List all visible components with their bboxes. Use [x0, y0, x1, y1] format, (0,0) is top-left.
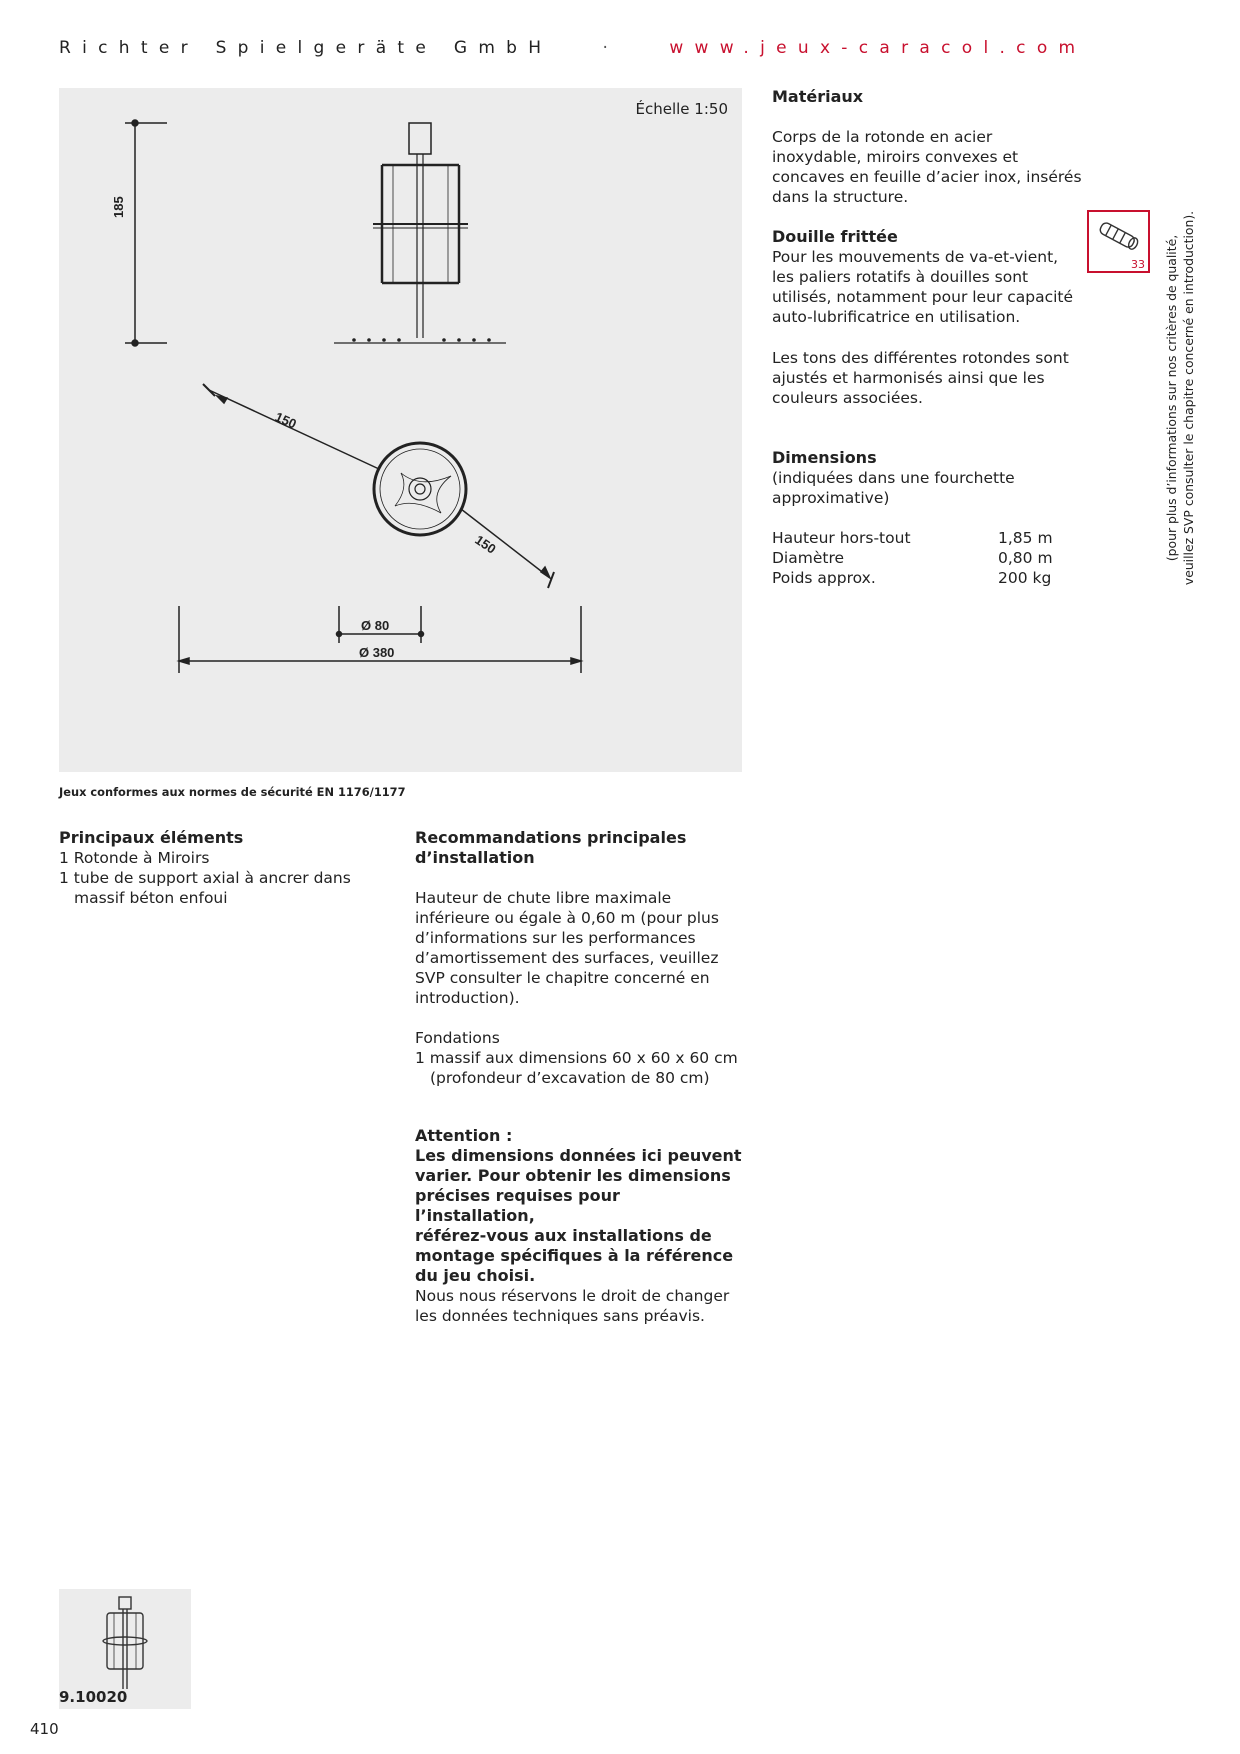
attention-line: montage spécifiques à la référence — [415, 1246, 734, 1265]
attention-line: référez-vous aux installations de — [415, 1226, 712, 1245]
quality-side-note — [1163, 208, 1197, 588]
company-name: Richter Spielgeräte GmbH — [59, 38, 553, 58]
arm-dimension-top: 150 — [272, 409, 299, 432]
page-header — [59, 38, 1119, 58]
scale-label: Échelle 1:50 — [635, 100, 728, 118]
attention-line: varier. Pour obtenir les dimensions — [415, 1166, 731, 1185]
dimension-label: Diamètre — [772, 549, 845, 567]
plan-view — [374, 443, 466, 535]
bushing-heading: Douille frittée — [772, 227, 898, 246]
main-elements-section — [59, 828, 379, 908]
disclaimer-line: Nous nous réservons le droit de changer — [415, 1287, 730, 1305]
dimensions-section — [772, 448, 1092, 588]
table-row — [772, 568, 1053, 588]
website-link[interactable]: www.jeux-caracol.com — [669, 38, 1087, 58]
bushing-section — [772, 227, 1092, 327]
fall-height-line: Hauteur de chute libre maximale — [415, 889, 672, 907]
inner-diameter-label: Ø 80 — [361, 618, 390, 633]
attention-heading: Attention : — [415, 1126, 513, 1145]
materials-line: inoxydable, miroirs convexes et — [772, 148, 1019, 166]
attention-line: Les dimensions données ici peuvent — [415, 1146, 742, 1165]
dimensions-table — [772, 528, 1053, 588]
table-row — [772, 548, 1053, 568]
technical-drawing — [59, 88, 742, 772]
materials-line: Corps de la rotonde en acier — [772, 128, 993, 146]
fall-height-line: SVP consulter le chapitre concerné en — [415, 969, 710, 987]
bushing-quality-badge — [1087, 210, 1150, 273]
materials-line: concaves en feuille d’acier inox, insérés — [772, 168, 1082, 186]
tones-line: couleurs associées. — [772, 389, 923, 407]
bushing-line: utilisés, notamment pour leur capacité — [772, 288, 1074, 306]
main-element-item: 1 Rotonde à Miroirs — [59, 849, 210, 867]
attention-line: précises requises pour l’installation, — [415, 1186, 620, 1225]
dimension-value: 1,85 m — [998, 529, 1053, 547]
foundation-line-continued: (profondeur d’excavation de 80 cm) — [430, 1069, 710, 1087]
page-number: 410 — [30, 1720, 59, 1738]
dimension-label: Poids approx. — [772, 569, 876, 587]
outer-diameter-label: Ø 380 — [359, 645, 395, 660]
attention-line: du jeu choisi. — [415, 1266, 536, 1285]
materials-heading: Matériaux — [772, 87, 864, 106]
materials-line: dans la structure. — [772, 188, 909, 206]
bushing-line: auto-lubrificatrice en utilisation. — [772, 308, 1021, 326]
height-dimension-label: 185 — [111, 196, 126, 218]
main-elements-heading: Principaux éléments — [59, 828, 244, 847]
main-element-item-continued: massif béton enfoui — [74, 889, 228, 907]
fall-height-line: inférieure ou égale à 0,60 m (pour plus — [415, 909, 719, 927]
header-separator: · — [602, 38, 620, 58]
disclaimer-line: les données techniques sans préavis. — [415, 1307, 705, 1325]
tones-section — [772, 348, 1092, 408]
foundation-heading: Fondations — [415, 1029, 500, 1047]
product-code: 9.10020 — [59, 1688, 128, 1706]
drawing-svg — [59, 88, 742, 772]
fall-height-line: d’informations sur les performances — [415, 929, 696, 947]
materials-section — [772, 87, 1092, 207]
side-note-line: (pour plus d’informations sur nos critères de qualité, — [1164, 234, 1179, 562]
bushing-line: Pour les mouvements de va-et-vient, — [772, 248, 1059, 266]
foundation-line: 1 massif aux dimensions 60 x 60 x 60 cm — [415, 1049, 738, 1067]
side-note-line: veuillez SVP consulter le chapitre concerné en introduction). — [1181, 210, 1196, 586]
dimension-value: 0,80 m — [998, 549, 1053, 567]
dimensions-subheading: (indiquées dans une fourchette — [772, 469, 1015, 487]
tones-line: ajustés et harmonisés ainsi que les — [772, 369, 1045, 387]
fall-height-line: d’amortissement des surfaces, veuillez — [415, 949, 719, 967]
bushing-line: les paliers rotatifs à douilles sont — [772, 268, 1029, 286]
dimensions-subheading: approximative) — [772, 489, 890, 507]
installation-heading: d’installation — [415, 848, 535, 867]
dimensions-heading: Dimensions — [772, 448, 877, 467]
safety-norms-caption: Jeux conformes aux normes de sécurité EN 1176/1177 — [59, 785, 406, 799]
installation-heading: Recommandations principales — [415, 828, 687, 847]
badge-number: 33 — [1131, 258, 1145, 271]
table-row — [772, 528, 1053, 548]
dimension-label: Hauteur hors-tout — [772, 529, 911, 547]
main-element-item: 1 tube de support axial à ancrer dans — [59, 869, 351, 887]
dimension-value: 200 kg — [998, 569, 1052, 587]
fall-height-line: introduction). — [415, 989, 520, 1007]
elevation-view — [334, 123, 506, 343]
installation-section — [415, 828, 745, 1326]
arm-dimension-bottom: 150 — [472, 532, 499, 557]
tones-line: Les tons des différentes rotondes sont — [772, 349, 1069, 367]
